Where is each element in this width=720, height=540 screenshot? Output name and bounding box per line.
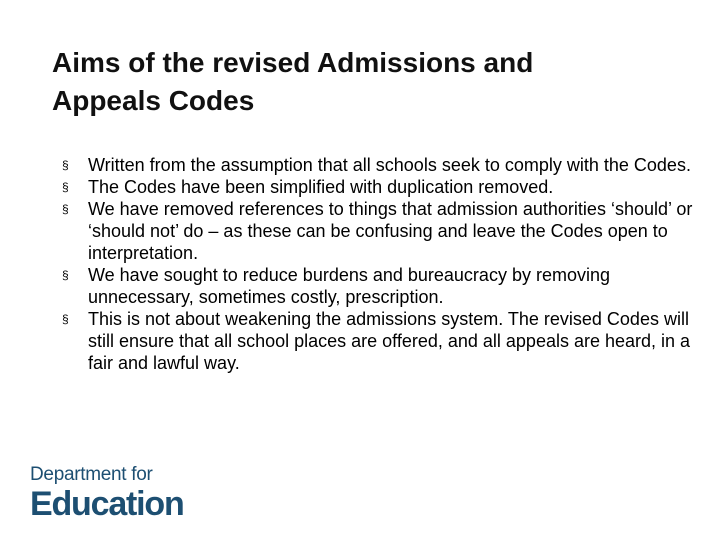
logo-line-2: Education [30, 485, 184, 523]
bullet-marker-icon: § [62, 202, 69, 216]
bullet-text: The Codes have been simplified with duplication removed. [88, 177, 554, 197]
department-for-education-logo [30, 464, 184, 522]
bullet-list [62, 154, 702, 374]
title-line-1: Aims of the revised Admissions and [52, 47, 534, 78]
bullet-text: We have removed references to things that admission authorities ‘should’ or ‘should not’ do – as these can be confusing and leave the Codes open to interpretation. [88, 199, 693, 263]
bullet-marker-icon: § [62, 312, 69, 326]
bullet-text: This is not about weakening the admissions system. The revised Codes will still ensure that all school places are offered, and all appeals are heard, in a fair and lawful way. [88, 309, 691, 373]
bullet-marker-icon: § [62, 158, 69, 172]
bullet-item [62, 154, 702, 176]
bullet-item [62, 176, 702, 198]
slide-title [52, 44, 692, 120]
bullet-marker-icon: § [62, 180, 69, 194]
bullet-marker-icon: § [62, 268, 69, 282]
bullet-item [62, 308, 702, 374]
bullet-item [62, 264, 702, 308]
title-line-2: Appeals Codes [52, 85, 255, 116]
bullet-text: Written from the assumption that all schools seek to comply with the Codes. [88, 155, 691, 175]
bullet-item [62, 198, 702, 264]
bullet-text: We have sought to reduce burdens and bureaucracy by removing unnecessary, sometimes costly, prescription. [88, 265, 610, 307]
logo-line-1: Department for [30, 464, 153, 485]
